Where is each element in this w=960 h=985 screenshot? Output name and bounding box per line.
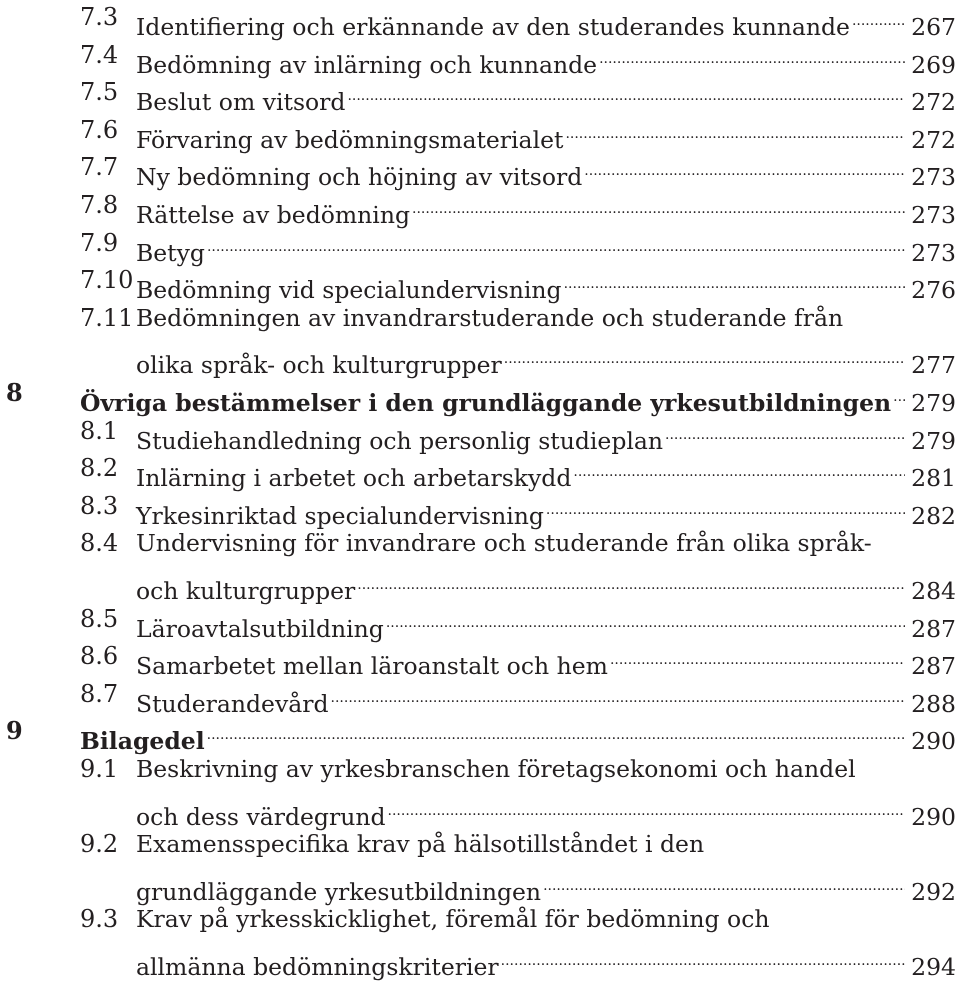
- dot-leader: [610, 638, 905, 674]
- page-number: 277: [911, 351, 956, 380]
- toc-title: och dess värdegrund: [136, 802, 386, 831]
- toc-title: Förvaring av bedömningsmaterialet: [136, 125, 564, 154]
- toc-title-line: Examensspecifika krav på hälsotillståndet i den: [136, 830, 705, 859]
- page-number: 290: [911, 727, 956, 756]
- dot-leader: [357, 563, 905, 599]
- dot-leader: [207, 713, 906, 749]
- toc-number: 9.2: [80, 830, 119, 859]
- toc-title-line: Bedömningen av invandrarstuderande och studerande från: [136, 303, 844, 332]
- toc-title: Läroavtalsutbildning: [136, 614, 384, 643]
- page-number: 287: [911, 652, 956, 681]
- dot-leader: [584, 149, 905, 185]
- page-number: 292: [911, 877, 956, 906]
- toc-title: Ny bedömning och höjning av vitsord: [136, 163, 583, 192]
- dot-leader: [386, 601, 905, 637]
- toc-number: 8.6: [80, 642, 119, 671]
- toc-number: 8: [6, 378, 23, 407]
- page-number: 287: [911, 614, 956, 643]
- page-number: 282: [911, 501, 956, 530]
- toc-title: grundläggande yrkesutbildningen: [136, 877, 542, 906]
- page-number: 273: [911, 238, 956, 267]
- toc-title: Yrkesinriktad specialundervisning: [136, 501, 544, 530]
- toc-title: olika språk- och kulturgrupper: [136, 351, 502, 380]
- page-number: 273: [911, 163, 956, 192]
- toc-number: 9.1: [80, 755, 119, 783]
- toc-number: 7.11: [80, 303, 134, 332]
- toc-title: Samarbetet mellan läroanstalt och hem: [136, 652, 608, 681]
- toc-title: Bedömning vid specialundervisning: [136, 276, 562, 305]
- toc-number: 8.2: [80, 454, 119, 483]
- toc-number: 7.4: [80, 40, 119, 69]
- dot-leader: [564, 262, 906, 298]
- dot-leader: [546, 488, 905, 524]
- toc-number: 8.4: [80, 529, 119, 558]
- toc-title-line: Beskrivning av yrkesbranschen företagsekonomi och handel: [136, 755, 856, 783]
- dot-leader: [504, 337, 905, 373]
- dot-leader: [599, 37, 905, 73]
- toc-number: 8.3: [80, 491, 119, 520]
- toc-number: 9.3: [80, 905, 119, 934]
- toc-number: 8.5: [80, 604, 119, 633]
- toc-title: Rättelse av bedömning: [136, 201, 411, 229]
- page-number: 272: [911, 88, 956, 117]
- toc-title-line: Krav på yrkesskicklighet, föremål för bedömning och: [136, 905, 770, 934]
- dot-leader: [347, 74, 905, 110]
- toc-title: och kulturgrupper: [136, 577, 356, 605]
- dot-leader: [331, 676, 906, 712]
- toc-title: Studiehandledning och personlig studieplan: [136, 426, 664, 455]
- dot-leader: [501, 939, 906, 975]
- toc-title: Studerandevård: [136, 689, 329, 718]
- dot-leader: [893, 375, 905, 411]
- toc-number: 8.1: [80, 416, 119, 445]
- dot-leader: [852, 0, 905, 35]
- toc-title: Bilagedel: [80, 727, 205, 756]
- dot-leader: [207, 225, 905, 261]
- dot-leader: [412, 187, 905, 223]
- page-number: 294: [911, 953, 956, 981]
- toc-number: 7.6: [80, 115, 119, 144]
- toc-number: 9: [6, 716, 23, 746]
- page-number: 276: [911, 276, 956, 305]
- toc-title: Betyg: [136, 238, 205, 267]
- page-number: 281: [911, 464, 956, 493]
- dot-leader: [543, 864, 905, 900]
- toc-title-line: Undervisning för invandrare och studerande från olika språk-: [136, 529, 872, 558]
- page-number: 290: [911, 802, 956, 831]
- toc-title: Inlärning i arbetet och arbetarskydd: [136, 464, 572, 493]
- toc-number: 7.3: [80, 3, 119, 31]
- dot-leader: [573, 450, 905, 486]
- dot-leader: [665, 413, 905, 449]
- page-number: 279: [911, 389, 956, 417]
- toc-title: Bedömning av inlärning och kunnande: [136, 50, 598, 79]
- toc-title: Övriga bestämmelser i den grundläggande yrkesutbildningen: [80, 389, 892, 417]
- page-number: 272: [911, 125, 956, 154]
- page-number: 284: [911, 577, 956, 605]
- toc-number: 7.9: [80, 228, 119, 257]
- page-number: 267: [911, 13, 956, 41]
- page-number: 273: [911, 201, 956, 229]
- toc-title: Beslut om vitsord: [136, 88, 346, 117]
- toc-number: 7.5: [80, 78, 119, 107]
- toc-title: allmänna bedömningskriterier: [136, 953, 499, 981]
- dot-leader: [388, 789, 906, 825]
- page-number: 279: [911, 426, 956, 455]
- toc-number: 7.10: [80, 266, 134, 295]
- toc-number: 7.7: [80, 153, 119, 182]
- toc-number: 8.7: [80, 679, 119, 708]
- page-number: 288: [911, 689, 956, 718]
- toc-number: 7.8: [80, 191, 119, 219]
- page-number: 269: [911, 50, 956, 79]
- toc-title: Identifiering och erkännande av den studerandes kunnande: [136, 13, 850, 41]
- dot-leader: [565, 112, 905, 148]
